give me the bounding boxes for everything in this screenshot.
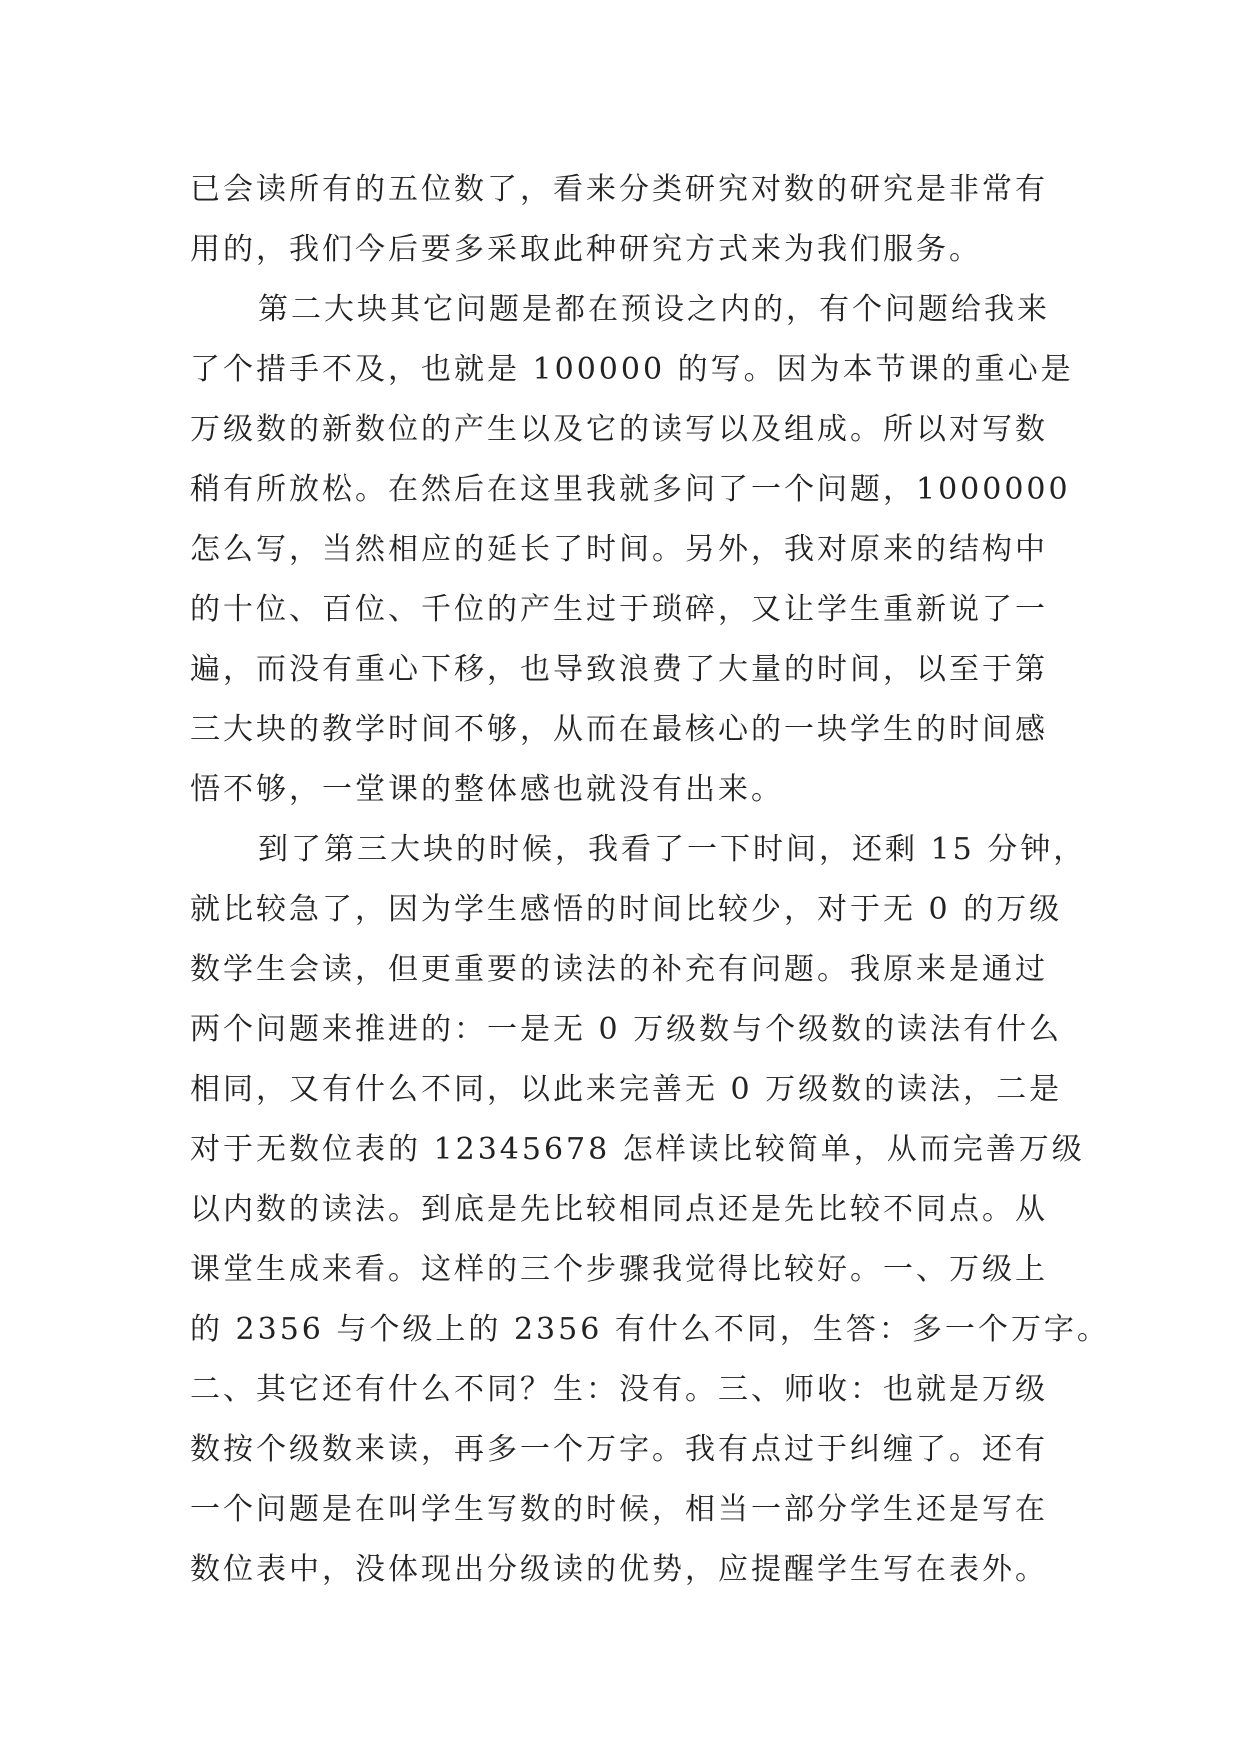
- text-line: 稍有所放松。在然后在这里我就多问了一个问题，1000000: [190, 472, 1071, 507]
- text-line: 就比较急了，因为学生感悟的时间比较少，对于无 0 的万级: [190, 892, 1063, 927]
- paragraph-start-line: 到了第三大块的时候，我看了一下时间，还剩 15 分钟，: [258, 832, 1087, 867]
- text-line: 三大块的教学时间不够，从而在最核心的一块学生的时间感: [190, 712, 1048, 747]
- text-line: 数位表中，没体现出分级读的优势，应提醒学生写在表外。: [190, 1552, 1048, 1587]
- document-body: [190, 160, 1110, 1600]
- text-line: 万级数的新数位的产生以及它的读写以及组成。所以对写数: [190, 412, 1048, 447]
- text-line: 二、其它还有什么不同？生：没有。三、师收：也就是万级: [190, 1372, 1048, 1407]
- text-line: 课堂生成来看。这样的三个步骤我觉得比较好。一、万级上: [190, 1252, 1048, 1287]
- text-line: 遍，而没有重心下移，也导致浪费了大量的时间，以至于第: [190, 652, 1048, 687]
- text-line: 的 2356 与个级上的 2356 有什么不同，生答：多一个万字。: [190, 1312, 1110, 1347]
- text-line: 悟不够，一堂课的整体感也就没有出来。: [190, 772, 784, 807]
- text-line: 相同，又有什么不同，以此来完善无 0 万级数的读法，二是: [190, 1072, 1063, 1107]
- text-line: 用的，我们今后要多采取此种研究方式来为我们服务。: [190, 232, 982, 267]
- text-line: 数按个级数来读，再多一个万字。我有点过于纠缠了。还有: [190, 1432, 1048, 1467]
- paragraph-start-line: 第二大块其它问题是都在预设之内的，有个问题给我来: [258, 292, 1050, 327]
- text-line: 两个问题来推进的：一是无 0 万级数与个级数的读法有什么: [190, 1012, 1063, 1047]
- text-line: 了个措手不及，也就是 100000 的写。因为本节课的重心是: [190, 352, 1074, 387]
- text-line: 数学生会读，但更重要的读法的补充有问题。我原来是通过: [190, 952, 1048, 987]
- text-line: 对于无数位表的 12345678 怎样读比较简单，从而完善万级: [190, 1132, 1085, 1167]
- text-line: 一个问题是在叫学生写数的时候，相当一部分学生还是写在: [190, 1492, 1048, 1527]
- text-line: 已会读所有的五位数了，看来分类研究对数的研究是非常有: [190, 172, 1048, 207]
- text-line: 怎么写，当然相应的延长了时间。另外，我对原来的结构中: [190, 532, 1048, 567]
- text-line: 的十位、百位、千位的产生过于琐碎，又让学生重新说了一: [190, 592, 1048, 627]
- text-line: 以内数的读法。到底是先比较相同点还是先比较不同点。从: [190, 1192, 1048, 1227]
